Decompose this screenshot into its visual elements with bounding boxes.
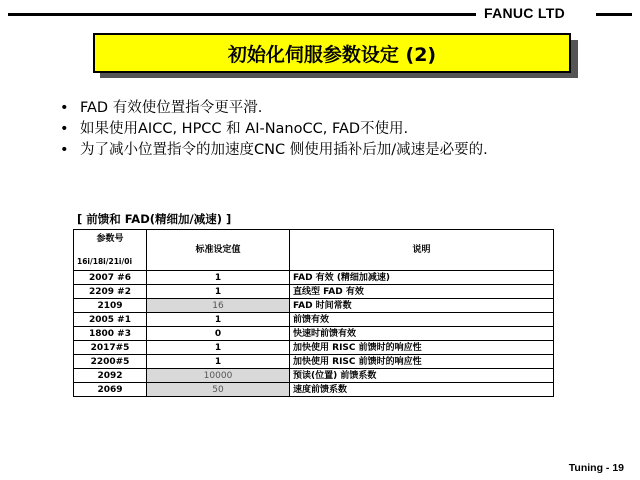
description-cell: 预读(位置) 前馈系数 <box>290 369 554 383</box>
table-caption: [ 前馈和 FAD(精细加/减速) ] <box>77 212 232 226</box>
value-cell: 1 <box>147 341 290 355</box>
value-cell: 1 <box>147 355 290 369</box>
value-cell: 50 <box>147 383 290 397</box>
description-cell: 快速时前馈有效 <box>290 327 554 341</box>
table-row <box>74 327 554 341</box>
param-cell: 2069 <box>74 383 147 397</box>
bullet-list <box>60 98 620 161</box>
value-cell: 16 <box>147 299 290 313</box>
table-header-row <box>74 230 554 271</box>
description-cell: 加快使用 RISC 前馈时的响应性 <box>290 341 554 355</box>
param-cell: 2209 #2 <box>74 285 147 299</box>
brand-label: FANUC LTD <box>484 5 565 21</box>
param-cell: 2092 <box>74 369 147 383</box>
bullet-dot-icon: • <box>60 142 69 158</box>
table-row <box>74 369 554 383</box>
table-row <box>74 271 554 285</box>
header-rule-right <box>596 13 632 16</box>
bullet-item: • 如果使用AICC, HPCC 和 AI-NanoCC, FAD不使用. <box>60 119 620 140</box>
value-cell: 0 <box>147 327 290 341</box>
param-cell: 2007 #6 <box>74 271 147 285</box>
slide-title: 初始化伺服参数设定 (2) <box>93 33 571 73</box>
table-row <box>74 383 554 397</box>
description-cell: 前馈有效 <box>290 313 554 327</box>
bullet-dot-icon: • <box>60 100 69 116</box>
param-cell: 1800 #3 <box>74 327 147 341</box>
value-cell: 1 <box>147 313 290 327</box>
header-description: 说明 <box>290 230 554 271</box>
description-cell: FAD 有效 (精细加减速) <box>290 271 554 285</box>
description-cell: 加快使用 RISC 前馈时的响应性 <box>290 355 554 369</box>
param-cell: 2200#5 <box>74 355 147 369</box>
param-cell: 2005 #1 <box>74 313 147 327</box>
table-row <box>74 299 554 313</box>
parameter-table <box>73 229 554 397</box>
table-row <box>74 355 554 369</box>
header-standard: 标准设定值 <box>147 230 290 271</box>
value-cell: 10000 <box>147 369 290 383</box>
param-cell: 2017#5 <box>74 341 147 355</box>
bullet-dot-icon: • <box>60 121 69 137</box>
bullet-item: • FAD 有效使位置指令更平滑. <box>60 98 620 119</box>
value-cell: 1 <box>147 285 290 299</box>
bullet-item: • 为了减小位置指令的加速度CNC 侧使用插补后加/减速是必要的. <box>60 140 620 161</box>
value-cell: 1 <box>147 271 290 285</box>
description-cell: 速度前馈系数 <box>290 383 554 397</box>
table-row <box>74 285 554 299</box>
header-rule-left <box>8 13 476 16</box>
table-row <box>74 313 554 327</box>
page-number: Tuning - 19 <box>568 462 624 474</box>
header-param-no: 参数号 16i/18i/21i/0i <box>74 230 147 271</box>
description-cell: 直线型 FAD 有效 <box>290 285 554 299</box>
table-row <box>74 341 554 355</box>
description-cell: FAD 时间常数 <box>290 299 554 313</box>
param-cell: 2109 <box>74 299 147 313</box>
